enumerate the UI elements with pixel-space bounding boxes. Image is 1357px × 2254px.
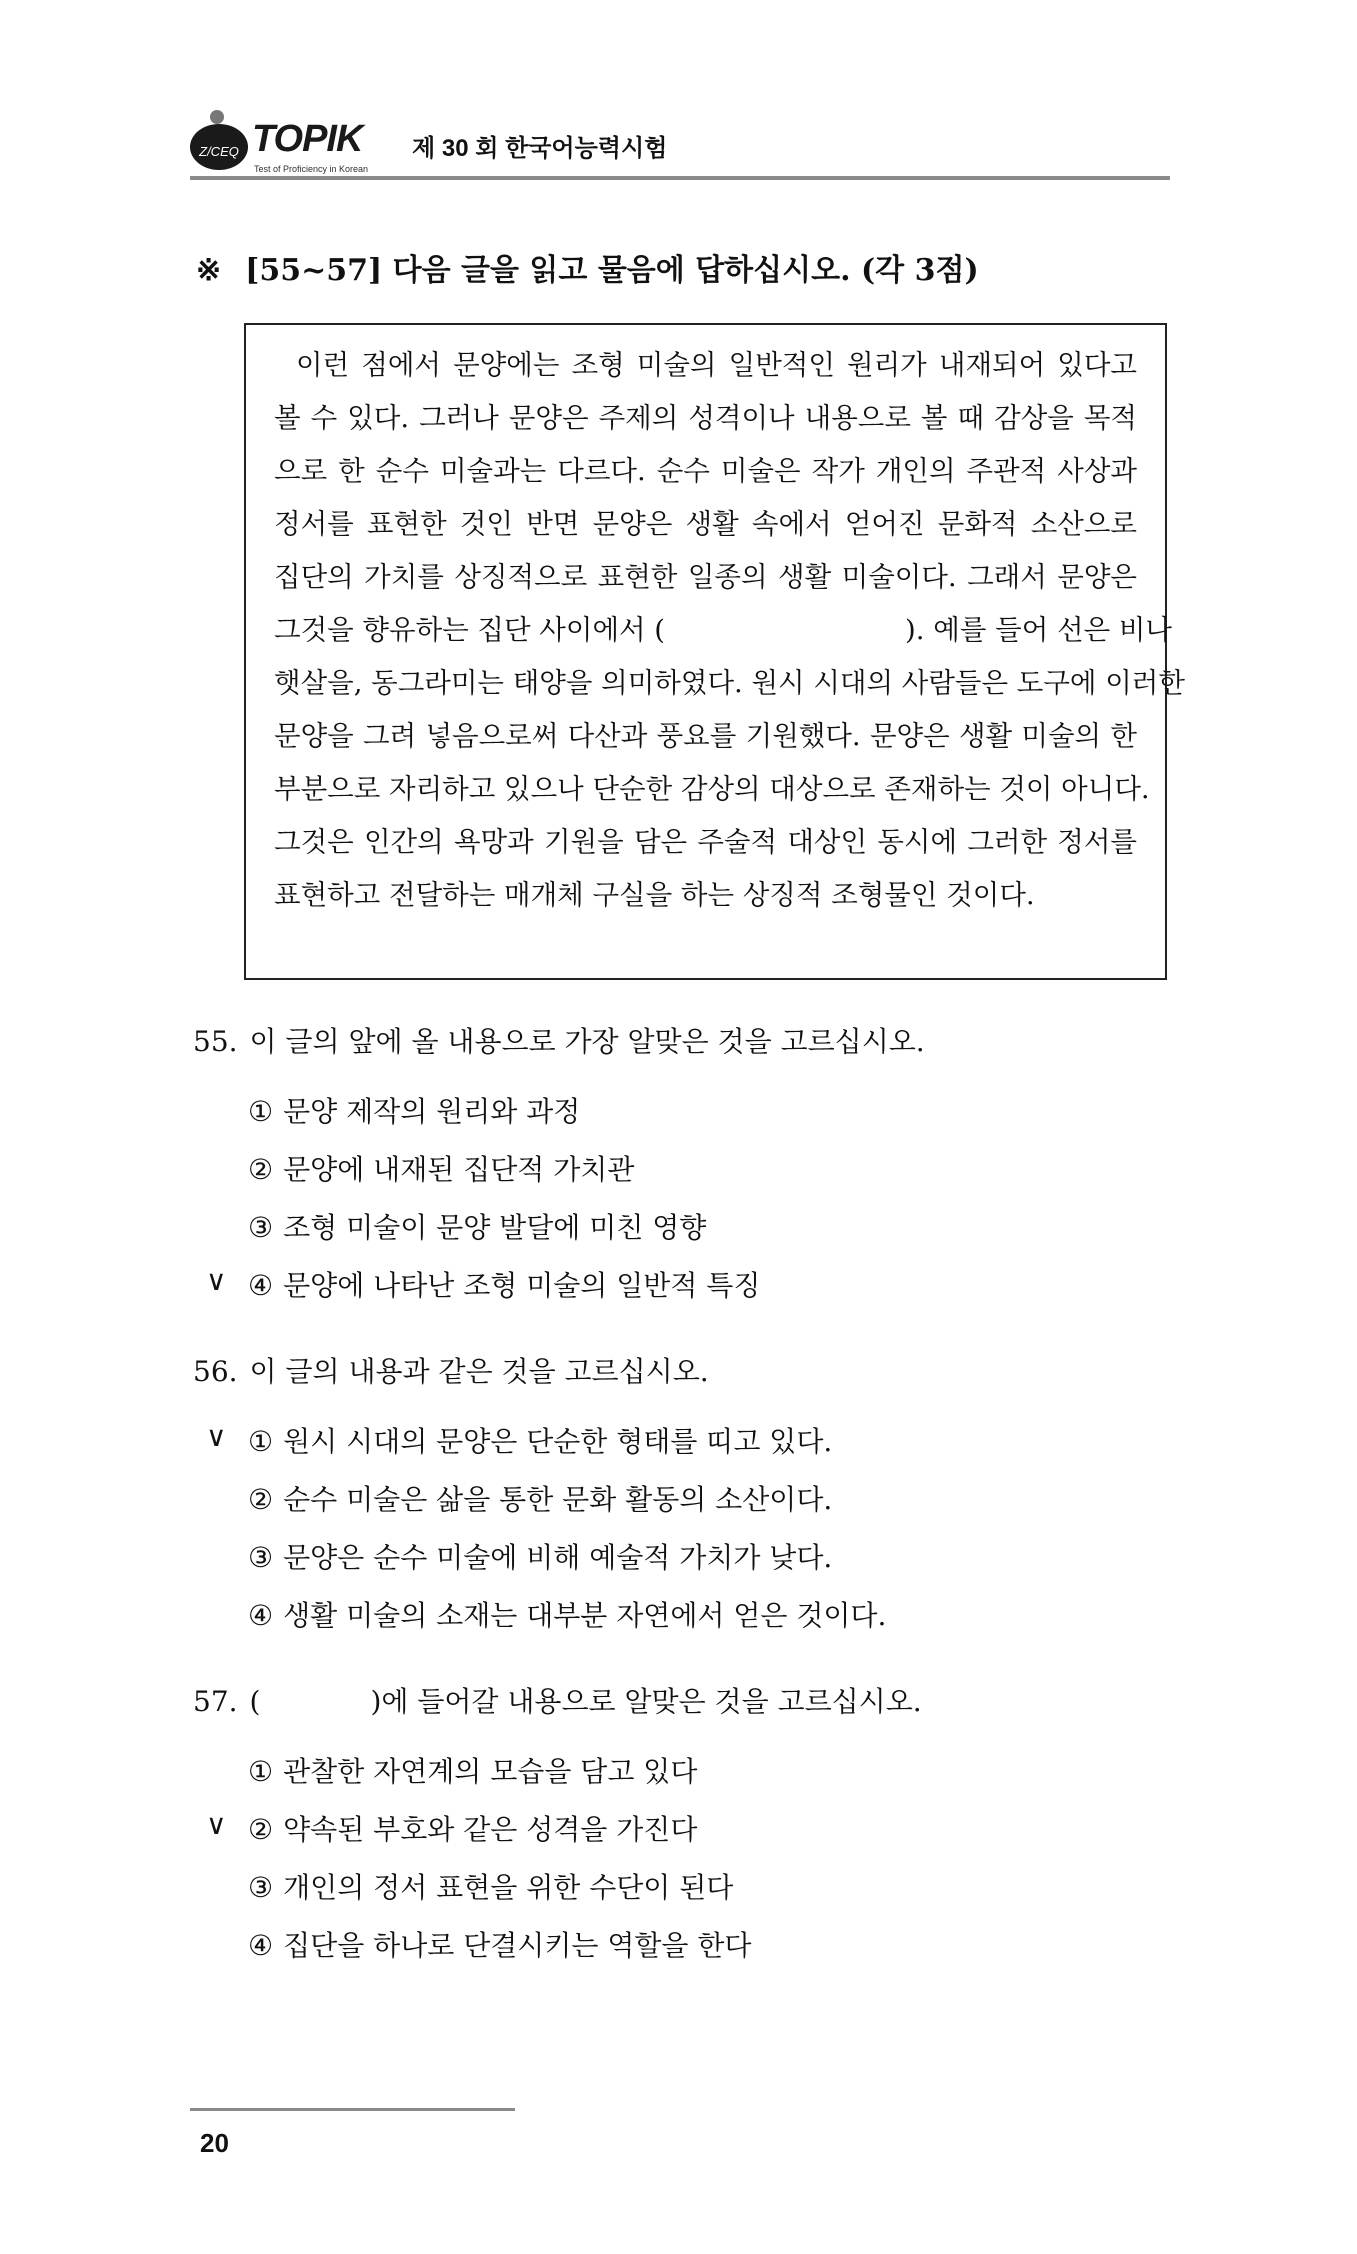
passage-line: 이런 점에서 문양에는 조형 미술의 일반적인 원리가 내재되어 있다고	[296, 349, 1137, 381]
q57-option-3[interactable]	[248, 1866, 733, 1906]
reading-passage	[244, 323, 1185, 980]
passage-line: 부분으로 자리하고 있으나 단순한 감상의 대상으로 존재하는 것이 아니다.	[274, 773, 1150, 805]
option-number: ①	[248, 1095, 274, 1128]
passage-line: 문양을 그려 넣음으로써 다산과 풍요를 기원했다. 문양은 생활 미술의 한	[274, 720, 1137, 752]
option-text: 문양 제작의 원리와 과정	[283, 1095, 581, 1128]
question-number: 55.	[193, 1025, 238, 1058]
q57-option-1[interactable]	[248, 1750, 697, 1790]
q56-option-4[interactable]	[248, 1594, 886, 1634]
option-number: ②	[248, 1813, 274, 1846]
question-55	[193, 1020, 925, 1060]
q55-option-1[interactable]	[248, 1090, 580, 1130]
logo-subtext: Test of Proficiency in Korean	[254, 164, 369, 174]
page-number: 20	[200, 2128, 229, 2158]
question-prompt: 이 글의 내용과 같은 것을 고르십시오.	[249, 1355, 709, 1388]
q56-option-3[interactable]	[248, 1536, 832, 1576]
logo-badge: Z/CEQ	[190, 124, 248, 170]
question-number: 57.	[193, 1685, 238, 1718]
check-mark-icon: ∨	[206, 1420, 227, 1453]
check-mark-icon: ∨	[206, 1808, 227, 1841]
reference-mark: ※	[196, 253, 222, 288]
exam-title: 제 30 회 한국어능력시험	[412, 135, 668, 162]
question-blank-open: (	[249, 1685, 261, 1718]
option-number: ①	[248, 1425, 274, 1458]
option-text: 생활 미술의 소재는 대부분 자연에서 얻은 것이다.	[283, 1599, 887, 1632]
q57-option-2[interactable]	[248, 1808, 697, 1848]
option-number: ④	[248, 1599, 274, 1632]
q55-option-4[interactable]	[248, 1264, 760, 1304]
q57-option-4[interactable]	[248, 1924, 751, 1964]
option-number: ②	[248, 1153, 274, 1186]
option-number: ④	[248, 1929, 274, 1962]
person-icon	[210, 110, 224, 124]
option-text: 원시 시대의 문양은 단순한 형태를 띠고 있다.	[283, 1425, 833, 1458]
check-mark-icon: ∨	[206, 1264, 227, 1297]
passage-text-after-blank: ). 예를 들어 선은 비나	[905, 614, 1173, 646]
q55-option-3[interactable]	[248, 1206, 706, 1246]
option-text: 문양에 나타난 조형 미술의 일반적 특징	[283, 1269, 761, 1302]
page-header	[190, 100, 1170, 180]
q55-option-2[interactable]	[248, 1148, 634, 1188]
option-text: 순수 미술은 삶을 통한 문화 활동의 소산이다.	[283, 1483, 833, 1516]
passage-line: 정서를 표현한 것인 반면 문양은 생활 속에서 얻어진 문화적 소산으로	[274, 508, 1137, 540]
passage-line-with-blank	[274, 610, 1173, 650]
question-57	[193, 1680, 922, 1720]
option-number: ③	[248, 1541, 274, 1574]
logo-wordmark: TOPIK	[252, 118, 363, 160]
footer-divider	[190, 2108, 515, 2111]
passage-line: 햇살을, 동그라미는 태양을 의미하였다. 원시 시대의 사람들은 도구에 이러한	[274, 667, 1185, 699]
question-prompt: )에 들어갈 내용으로 알맞은 것을 고르십시오.	[370, 1685, 922, 1718]
option-number: ②	[248, 1483, 274, 1516]
section-instruction	[196, 245, 979, 289]
option-number: ①	[248, 1755, 274, 1788]
question-number: 56.	[193, 1355, 238, 1388]
passage-line: 으로 한 순수 미술과는 다르다. 순수 미술은 작가 개인의 주관적 사상과	[274, 455, 1137, 487]
option-text: 약속된 부호와 같은 성격을 가진다	[283, 1813, 698, 1846]
option-text: 문양에 내재된 집단적 가치관	[283, 1153, 635, 1186]
passage-text-before-blank: 그것을 향유하는 집단 사이에서 (	[274, 614, 666, 646]
option-text: 관찰한 자연계의 모습을 담고 있다	[283, 1755, 698, 1788]
passage-line: 표현하고 전달하는 매개체 구실을 하는 상징적 조형물인 것이다.	[274, 879, 1035, 911]
option-text: 집단을 하나로 단결시키는 역할을 한다	[283, 1929, 752, 1962]
q56-option-2[interactable]	[248, 1478, 832, 1518]
option-number: ③	[248, 1871, 274, 1904]
question-prompt: 이 글의 앞에 올 내용으로 가장 알맞은 것을 고르십시오.	[249, 1025, 925, 1058]
option-text: 문양은 순수 미술에 비해 예술적 가치가 낮다.	[283, 1541, 833, 1574]
passage-line: 볼 수 있다. 그러나 문양은 주제의 성격이나 내용으로 볼 때 감상을 목적	[274, 402, 1137, 434]
option-number: ④	[248, 1269, 274, 1302]
passage-line: 그것은 인간의 욕망과 기원을 담은 주술적 대상인 동시에 그러한 정서를	[274, 826, 1137, 858]
instruction-text: [55~57] 다음 글을 읽고 물음에 답하십시오. (각 3점)	[245, 253, 979, 288]
option-text: 개인의 정서 표현을 위한 수단이 된다	[283, 1871, 734, 1904]
option-text: 조형 미술이 문양 발달에 미친 영향	[283, 1211, 707, 1244]
option-number: ③	[248, 1211, 274, 1244]
question-56	[193, 1350, 709, 1390]
q56-option-1[interactable]	[248, 1420, 832, 1460]
header-divider	[190, 176, 1170, 180]
passage-line: 집단의 가치를 상징적으로 표현한 일종의 생활 미술이다. 그래서 문양은	[274, 561, 1137, 593]
